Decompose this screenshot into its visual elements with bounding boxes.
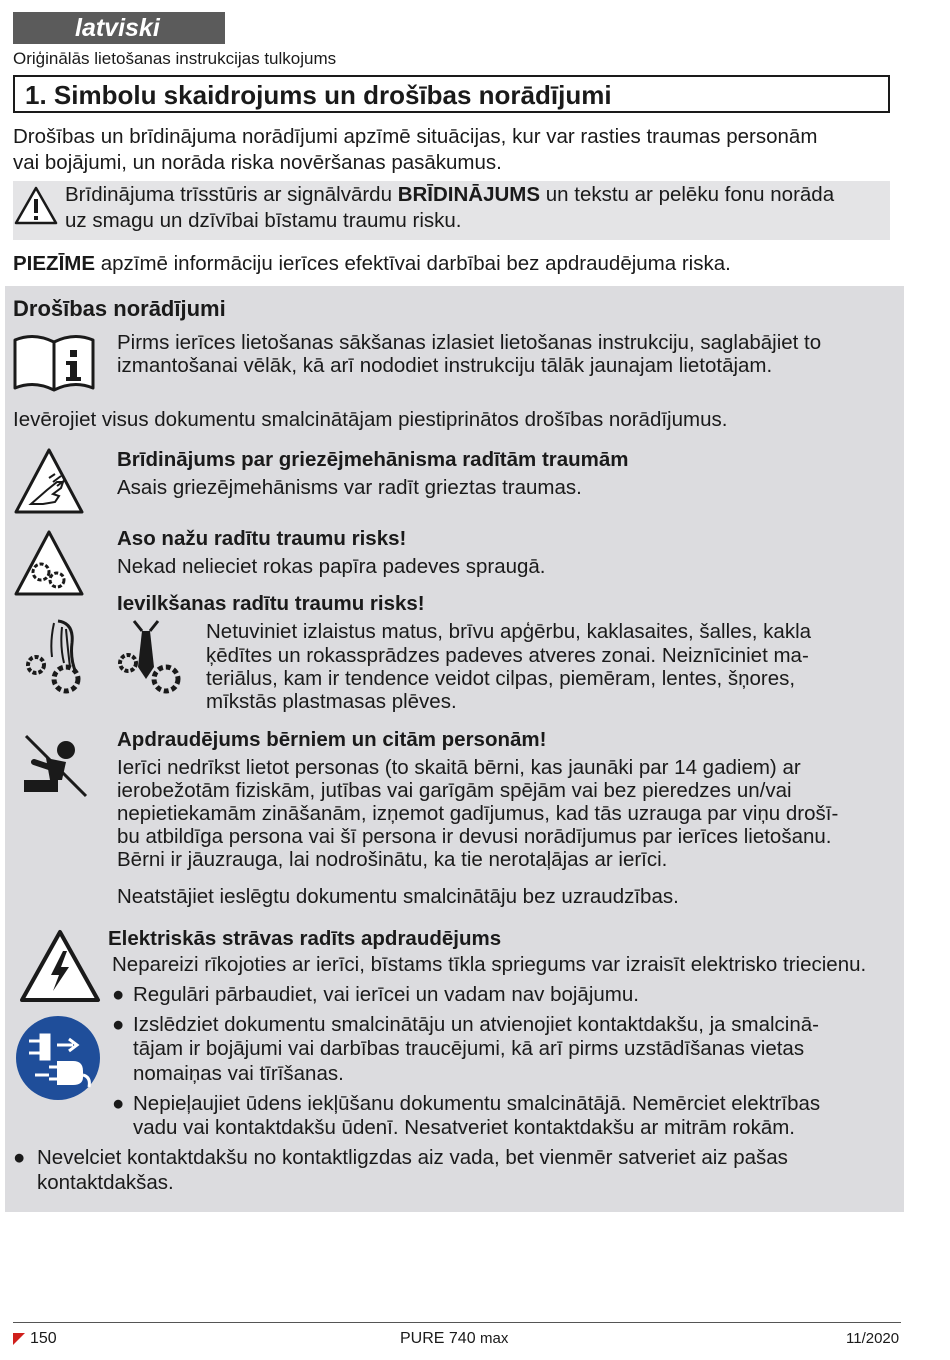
section-title: 1. Simbolu skaidrojums un drošības norādījumi: [13, 75, 890, 113]
page-number: 150: [30, 1330, 57, 1347]
knife-title: Aso nažu radītu traumu risks!: [117, 527, 407, 550]
pull-line-4: mīkstās plastmasas plēves.: [206, 690, 457, 713]
bullet-dot: ●: [112, 1013, 125, 1036]
cut-hazard-icon: [13, 446, 85, 516]
bullet-3-line-1: Nepieļaujiet ūdens iekļūšanu dokumentu smalcinātājā. Nemērciet elektrības: [133, 1092, 821, 1115]
bullet-3: [112, 1091, 124, 1117]
manual-line-2: izmantošanai vēlāk, kā arī nododiet instrukciju tālāk jaunajam lietotājam.: [117, 354, 773, 377]
model-name-suffix: max: [480, 1330, 509, 1347]
bullet-1: [112, 982, 124, 1008]
footer-rule: [13, 1322, 901, 1323]
unattended-line: Neatstājiet ieslēgtu dokumentu smalcinātāju bez uzraudzības.: [117, 885, 679, 908]
pull-line-1: Netuviniet izlaistus matus, brīvu apģērbu, kaklasaites, šalles, kakla: [206, 620, 812, 643]
warning-text-post: un tekstu ar pelēku fonu norāda: [540, 183, 835, 206]
electric-text: Nepareizi rīkojoties ar ierīci, bīstams tīkla spriegums var izraisīt elektrisko triecienu.: [112, 953, 867, 976]
read-manual-icon: [12, 334, 96, 394]
cut-text: Asais griezējmehānisms var radīt grieztas traumas.: [117, 476, 582, 499]
tie-entanglement-icon: [112, 617, 186, 697]
bullet-4: [13, 1145, 25, 1171]
warning-text-pre: Brīdinājuma trīsstūris ar signālvārdu: [65, 183, 398, 206]
footer-date: 11/2020: [846, 1330, 900, 1347]
bullet-dot: ●: [112, 1092, 125, 1115]
pull-line-2: ķēdītes un rokassprādzes padeves atveres zonai. Neiznīciniet ma-: [206, 644, 809, 667]
warning-keyword: BRĪDINĀJUMS: [397, 183, 541, 206]
rotating-blades-icon: [13, 528, 85, 598]
children-title: Apdraudējums bērniem un citām personām!: [117, 728, 547, 751]
pull-line-3: teriālus, kam ir tendence veidot cilpas, piemēram, lentes, šņores,: [206, 667, 796, 690]
bullet-dot: ●: [13, 1146, 26, 1169]
intro-line-1: Drošības un brīdinājuma norādījumi apzīmē situācijas, kur var rasties traumas personām: [13, 125, 818, 148]
bullet-dot: ●: [112, 983, 125, 1006]
intro-line-2: vai bojājumi, un norāda riska novēršanas pasākumus.: [13, 151, 502, 174]
manual-line-1: Pirms ierīces lietošanas sākšanas izlasiet lietošanas instrukciju, saglabājiet to: [117, 331, 822, 354]
model-name: [400, 1330, 508, 1348]
bullet-2-line-1: Izslēdziet dokumentu smalcinātāju un atvienojiet kontaktdakšu, ja smalcinā-: [133, 1013, 819, 1036]
warning-text-line-1: [65, 182, 834, 208]
model-name-main: PURE 740: [400, 1330, 476, 1347]
observe-line: Ievērojiet visus dokumentu smalcinātājam piestiprinātos drošības norādījumus.: [13, 408, 728, 431]
bullet-1-text: Regulāri pārbaudiet, vai ierīcei un vadam nav bojājumu.: [133, 983, 639, 1006]
page-marker-icon: [13, 1333, 25, 1345]
no-children-icon: [16, 728, 92, 802]
bullet-4-line-1: Nevelciet kontaktdakšu no kontaktligzdas aiz vada, bet vienmēr satveriet aiz pašas: [37, 1146, 788, 1169]
safety-title: Drošības norādījumi: [13, 296, 226, 321]
bullet-2: [112, 1012, 124, 1038]
bullet-2-line-2: tājam ir bojājumi vai darbības traucējumi, kā arī pirms uzstādīšanas vietas: [133, 1037, 805, 1060]
children-line-1: Ierīci nedrīkst lietot personas (to skaitā bērni, kas jaunāki par 14 gadiem) ar: [117, 756, 801, 779]
children-line-5: Bērni ir jāuzrauga, lai nodrošinātu, ka tie nerotaļājas ar ierīci.: [117, 848, 668, 871]
warning-text-line-2: uz smagu un dzīvībai bīstamu traumu risku.: [65, 209, 462, 232]
subtitle: Oriģinālās lietošanas instrukcijas tulkojums: [13, 49, 337, 68]
language-tab: latviski: [13, 12, 225, 44]
electric-title: Elektriskās strāvas radīts apdraudējums: [108, 927, 502, 950]
cut-title: Brīdinājums par griezējmehānisma radītām traumām: [117, 448, 629, 471]
children-line-4: bu atbildīga persona vai šī persona ir devusi norādījumus par ierīces lietošanu.: [117, 825, 832, 848]
electric-hazard-icon: [19, 929, 101, 1003]
note-keyword: PIEZĪME: [13, 252, 96, 275]
bullet-4-line-2: kontaktdakšas.: [37, 1171, 174, 1194]
bullet-2-line-3: nomaiņas vai tīrīšanas.: [133, 1062, 344, 1085]
bullet-3-line-2: vadu vai kontaktdakšu ūdenī. Nesatveriet kontaktdakšu ar mitrām rokām.: [133, 1116, 796, 1139]
children-line-3: nepietiekamām zināšanām, izņemot gadījumus, kad tās uzrauga par viņu drošī-: [117, 802, 839, 825]
note-line: [13, 251, 731, 277]
hair-entanglement-icon: [14, 617, 88, 697]
warning-triangle-icon: [14, 185, 58, 225]
knife-text: Nekad nelieciet rokas papīra padeves spraugā.: [117, 555, 546, 578]
children-line-2: ierobežotām fiziskām, jutības vai garīgām spējām vai bez pieredzes un/vai: [117, 779, 792, 802]
pull-title: Ievilkšanas radītu traumu risks!: [117, 592, 425, 615]
note-text: apzīmē informāciju ierīces efektīvai darbībai bez apdraudējuma riska.: [95, 252, 731, 275]
disconnect-plug-icon: [15, 1015, 101, 1101]
